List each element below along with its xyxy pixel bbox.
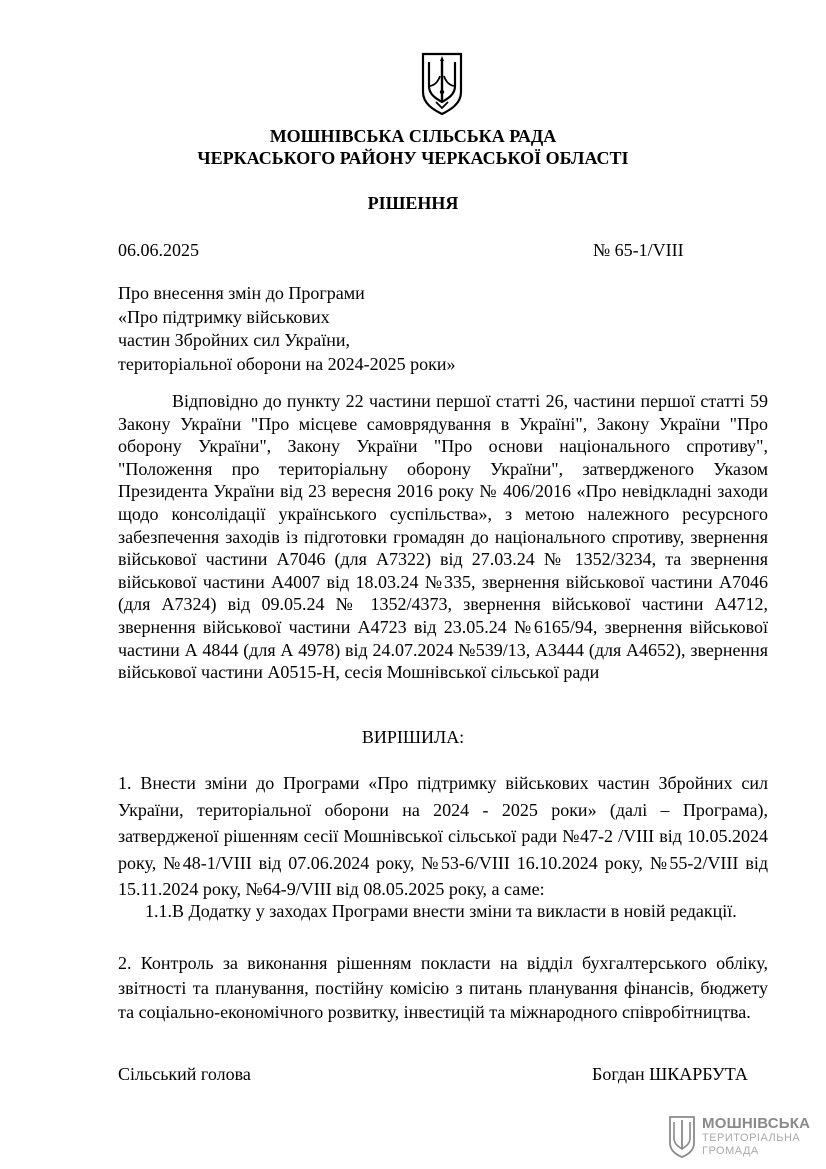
community-watermark: [668, 1115, 818, 1163]
coat-of-arms-icon: [668, 1115, 696, 1159]
signature-role: Сільський голова: [118, 1064, 251, 1084]
council-region: ЧЕРКАСЬКОГО РАЙОНУ ЧЕРКАСЬКОЇ ОБЛАСТІ: [197, 148, 629, 168]
item-1-1-paragraph: 1.1.В Додатку у заходах Програми внести зміни та викласти в новій редакції.: [145, 901, 737, 921]
watermark-subtitle: ТЕРИТОРІАЛЬНА: [702, 1132, 801, 1144]
coat-of-arms-icon: [420, 52, 464, 116]
item-2-paragraph: 2. Контроль за виконання рішенням покласти на відділ бухгалтерського обліку, звітності та планування, постійну комісію з питань планування фінансів, бюджету та соціально-економічного розвитку, інвестицій та міжнародного співробітництва.: [118, 953, 768, 1022]
item-1-paragraph: 1. Внести зміни до Програми «Про підтримку військових частин Збройних сил України, територіальної оборони на 2024 - 2025 роки» (далі – Програма), затвердженої рішенням сесії Мошнівської сільської ради №47-2 /VIII від 10.05.2024 року, №48-1/VIII від 07.06.2024 року, №53-6/VIII 16.10.2024 року, №55-2/VIII від 15.11.2024 року, №64-9/VIII від 08.05.2025 року, а саме:: [118, 773, 768, 899]
signature-name: Богдан ШКАРБУТА: [592, 1064, 748, 1084]
document-type: РІШЕННЯ: [367, 193, 459, 213]
decision-subject: [118, 282, 456, 376]
watermark-title: МОШНІВСЬКА: [702, 1115, 811, 1132]
subject-line: Про внесення змін до Програми: [118, 283, 365, 303]
resolved-heading: ВИРІШИЛА:: [361, 727, 465, 747]
subject-line: територіальної оборони на 2024-2025 роки»: [118, 353, 456, 374]
subject-line: частин Збройних сил України,: [118, 330, 351, 350]
preamble-paragraph: Відповідно до пункту 22 частини першої статті 26, частини першої статті 59 Закону України "Про місцеве самоврядування в Україні", Закону України "Про оборону України", Закону України "Про основи національного спротиву", "Положення про територіальну оборону України", затвердженого Указом Президента України від 23 вересня 2016 року № 406/2016 «Про невідкладні заходи щодо консолідації українського суспільства», з метою належного ресурсного забезпечення заходів із підготовки громадян до національного спротиву, звернення військової частини А7046 (для А7322) від 27.03.24 № 1352/3234, та звернення військової частини А4007 від 18.03.24 №335, звернення військової частини А7046 (для А7324) від 09.05.24 № 1352/4373, звернення військової частини А4712, звернення військової частини А4723 від 23.05.24 №6165/94, звернення військової частини А 4844 (для А 4978) від 24.07.2024 №539/13, А3444 (для А4652), звернення військової частини А0515-Н, сесія Мошнівської сільської ради: [118, 391, 768, 683]
watermark-subtitle-2: ГРОМАДА: [702, 1145, 759, 1157]
subject-line: «Про підтримку військових: [118, 306, 330, 327]
council-name: МОШНІВСЬКА СІЛЬСЬКА РАДА: [269, 126, 557, 146]
decision-date: 06.06.2025: [118, 240, 199, 260]
decision-number: № 65-1/VIII: [593, 240, 684, 260]
